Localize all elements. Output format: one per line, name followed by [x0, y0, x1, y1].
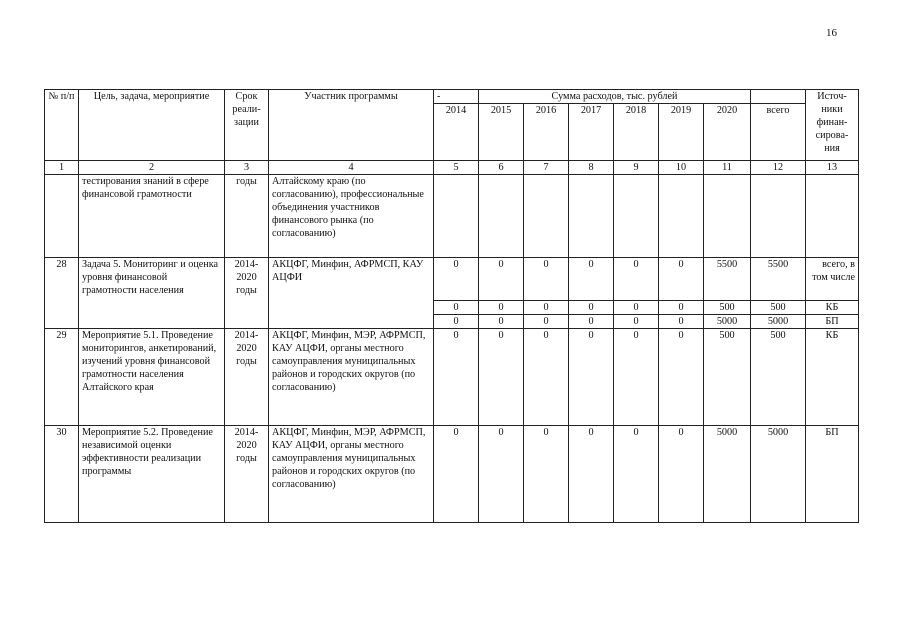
cell-value — [479, 175, 524, 258]
cell-value: 0 — [434, 329, 479, 426]
cell-value: 0 — [614, 258, 659, 301]
cell-value — [524, 175, 569, 258]
column-number: 4 — [269, 161, 434, 175]
cell-source: КБ — [806, 301, 859, 315]
row-goal: Мероприятие 5.2. Проведение независимой оценки эффективности реализации программы — [79, 426, 225, 523]
cell-source: КБ — [806, 329, 859, 426]
header-source: Источ-ники финан-сирова-ния — [806, 90, 859, 161]
header-blank — [751, 90, 806, 104]
cell-value: 0 — [479, 315, 524, 329]
column-number: 7 — [524, 161, 569, 175]
table-row — [45, 175, 859, 258]
cell-value: 0 — [434, 258, 479, 301]
header-year: 2016 — [524, 104, 569, 161]
cell-value: 0 — [479, 301, 524, 315]
header-year: 2015 — [479, 104, 524, 161]
column-number: 12 — [751, 161, 806, 175]
cell-value: 0 — [524, 329, 569, 426]
table-row — [45, 329, 859, 426]
column-number: 5 — [434, 161, 479, 175]
column-number: 6 — [479, 161, 524, 175]
row-num — [45, 175, 79, 258]
header-goal: Цель, задача, мероприятие — [79, 90, 225, 161]
cell-value: 0 — [569, 329, 614, 426]
cell-value: 0 — [659, 329, 704, 426]
cell-value: 500 — [751, 329, 806, 426]
row-participant: АКЦФГ, Минфин, АФРМСП, КАУ АЦФИ — [269, 258, 434, 329]
row-goal: тестирования знаний в сфере финансовой грамотности — [79, 175, 225, 258]
row-term: 2014-2020 годы — [225, 258, 269, 329]
cell-value — [704, 175, 751, 258]
cell-value: 0 — [614, 301, 659, 315]
row-participant: АКЦФГ, Минфин, МЭР, АФРМСП, КАУ АЦФИ, органы местного самоуправления муниципальных районов и городских округов (по согласованию) — [269, 329, 434, 426]
cell-value: 0 — [524, 301, 569, 315]
cell-value: 0 — [524, 315, 569, 329]
cell-value: 500 — [704, 301, 751, 315]
cell-value: 0 — [659, 315, 704, 329]
row-term: 2014-2020 годы — [225, 426, 269, 523]
cell-value: 5000 — [704, 426, 751, 523]
column-number: 11 — [704, 161, 751, 175]
row-participant: АКЦФГ, Минфин, МЭР, АФРМСП, КАУ АЦФИ, органы местного самоуправления муниципальных районов и городских округов (по согласованию) — [269, 426, 434, 523]
cell-value: 5000 — [751, 426, 806, 523]
cell-value: 5500 — [751, 258, 806, 301]
header-term: Срок реали-зации — [225, 90, 269, 161]
header-participant: Участник программы — [269, 90, 434, 161]
cell-value: 0 — [614, 329, 659, 426]
cell-value: 5500 — [704, 258, 751, 301]
cell-source: всего, в том числе — [806, 258, 859, 301]
column-number: 13 — [806, 161, 859, 175]
row-num: 29 — [45, 329, 79, 426]
cell-value: 500 — [704, 329, 751, 426]
cell-value: 0 — [569, 426, 614, 523]
cell-value — [434, 175, 479, 258]
header-year: 2017 — [569, 104, 614, 161]
cell-value: 0 — [569, 315, 614, 329]
header-total: всего — [751, 104, 806, 161]
cell-value: 0 — [524, 258, 569, 301]
column-number: 9 — [614, 161, 659, 175]
cell-value: 0 — [479, 426, 524, 523]
cell-source: БП — [806, 315, 859, 329]
cell-value: 0 — [524, 426, 569, 523]
header-sum: Сумма расходов, тыс. рублей — [479, 90, 751, 104]
header-year: 2014 — [434, 104, 479, 161]
cell-value: 0 — [614, 315, 659, 329]
page-number: 16 — [826, 27, 837, 39]
cell-value: 0 — [614, 426, 659, 523]
program-table — [44, 89, 859, 523]
column-number: 8 — [569, 161, 614, 175]
cell-value: 0 — [434, 426, 479, 523]
header-year: 2020 — [704, 104, 751, 161]
cell-value: 0 — [569, 301, 614, 315]
column-number: 1 — [45, 161, 79, 175]
column-numbers-row — [45, 161, 859, 175]
header-row — [45, 90, 859, 104]
row-goal: Задача 5. Мониторинг и оценка уровня финансовой грамотности населения — [79, 258, 225, 329]
cell-value: 500 — [751, 301, 806, 315]
cell-source: БП — [806, 426, 859, 523]
row-participant: Алтайскому краю (по согласованию), профессиональные объединения участников финансового рынка (по согласованию) — [269, 175, 434, 258]
row-term: 2014-2020 годы — [225, 329, 269, 426]
cell-value — [751, 175, 806, 258]
cell-value: 0 — [479, 258, 524, 301]
cell-value: 0 — [659, 301, 704, 315]
cell-value: 0 — [434, 315, 479, 329]
cell-value: 0 — [569, 258, 614, 301]
row-num: 30 — [45, 426, 79, 523]
column-number: 10 — [659, 161, 704, 175]
cell-value — [569, 175, 614, 258]
cell-value: 0 — [659, 258, 704, 301]
table-row — [45, 258, 859, 301]
table-row — [45, 426, 859, 523]
column-number: 3 — [225, 161, 269, 175]
cell-value: 0 — [434, 301, 479, 315]
header-num: № п/п — [45, 90, 79, 161]
cell-value — [614, 175, 659, 258]
cell-value: 5000 — [704, 315, 751, 329]
cell-value: 0 — [659, 426, 704, 523]
header-year: 2018 — [614, 104, 659, 161]
header-dash: - — [434, 90, 479, 104]
row-num: 28 — [45, 258, 79, 329]
cell-value: 0 — [479, 329, 524, 426]
header-year: 2019 — [659, 104, 704, 161]
row-term: годы — [225, 175, 269, 258]
cell-source — [806, 175, 859, 258]
row-goal: Мероприятие 5.1. Проведение мониторингов, анкетирований, изучений уровня финансовой грамотности населения Алтайского края — [79, 329, 225, 426]
cell-value — [659, 175, 704, 258]
column-number: 2 — [79, 161, 225, 175]
cell-value: 5000 — [751, 315, 806, 329]
